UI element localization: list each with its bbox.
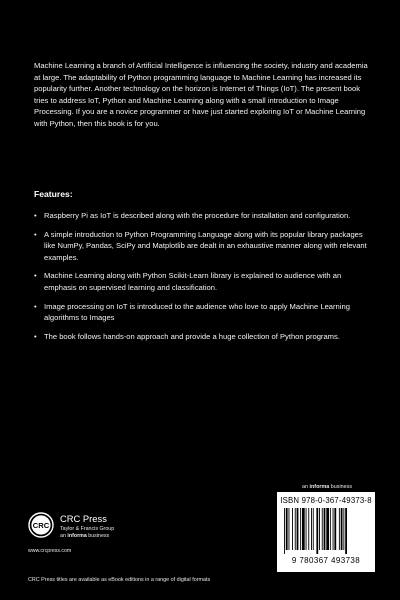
- informa-business-tag: an informa business: [302, 484, 353, 490]
- barcode-digits: 9 780367 493738: [291, 556, 361, 565]
- publisher-group: Taylor & Francis Group: [60, 526, 115, 532]
- feature-text: Image processing on IoT is introduced to the audience who love to apply Machine Learning algorithms to Images: [44, 301, 350, 323]
- isbn-barcode-box: [277, 492, 375, 572]
- feature-text: Machine Learning along with Python Scikit-Learn library is explained to audience with an emphasis on supervised learning and classification.: [44, 271, 342, 292]
- feature-item: [34, 229, 368, 264]
- crc-press-logo-icon: [28, 512, 54, 538]
- bullet-icon: •: [34, 211, 37, 220]
- publisher-website: www.crcpress.com: [28, 548, 72, 554]
- ebook-availability-note: CRC Press titles are available as eBook editions in a range of digital formats: [28, 577, 211, 583]
- feature-item: [34, 210, 368, 222]
- features-list: [34, 210, 368, 349]
- features-heading: Features:: [34, 189, 73, 199]
- crc-logo-text: CRC: [32, 521, 50, 530]
- feature-text: Raspberry Pi as IoT is described along with the procedure for installation and configuration.: [44, 211, 351, 220]
- book-description: Machine Learning a branch of Artificial Intelligence is influencing the society, industry and academia at large. The adaptability of Python programming language to Machine Learning has increased its popularity further. Another technology on the horizon is Internet of Things (IoT). The present book tries to address IoT, Python and Machine Learning along with a small introduction to Image Processing. If you are a novice programmer or have just started exploring IoT or Machine Learning with Python, then this book is for you.: [34, 61, 368, 128]
- isbn-label: ISBN 978-0-367-49373-8: [280, 496, 372, 505]
- feature-item: [34, 270, 368, 293]
- bullet-icon: •: [34, 229, 37, 239]
- bullet-icon: •: [34, 271, 37, 281]
- bullet-icon: •: [34, 331, 37, 341]
- publisher-tagline: an informa business: [60, 533, 110, 539]
- feature-item: [34, 331, 368, 343]
- publisher-name: CRC Press: [60, 513, 107, 524]
- feature-item: [34, 301, 368, 324]
- feature-text: A simple introduction to Python Programming Language along with its popular library packages like NumPy, Pandas, SciPy and Matplotlib are dealt in an exhaustive manner along with relevant examples.: [44, 229, 367, 262]
- barcode-icon: [283, 508, 369, 554]
- feature-text: The book follows hands-on approach and provide a huge collection of Python programs.: [44, 331, 340, 341]
- bullet-icon: •: [34, 301, 37, 311]
